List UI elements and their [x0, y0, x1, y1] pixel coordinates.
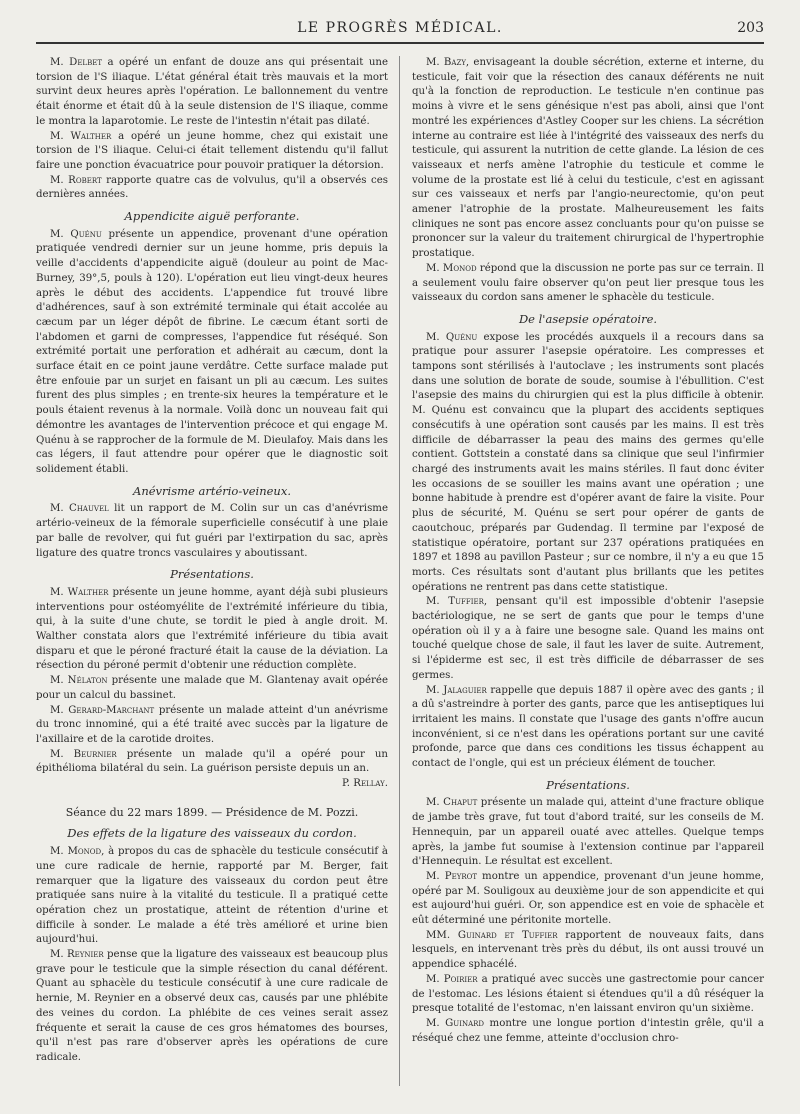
paragraph — [36, 748, 388, 777]
section-heading: Présentations. — [170, 567, 254, 582]
paragraph — [412, 56, 764, 262]
speaker-name: M. Monod, — [50, 846, 105, 858]
paragraph — [36, 674, 388, 703]
page-header — [36, 18, 764, 44]
paragraph — [412, 870, 764, 929]
paragraph-text: rappelle que depuis 1887 il opère avec des gants ; il a dû s'astreindre à porter des gants, parce que les antiseptiques lui irritaient les mains. Il constate que l'usage des gants n'offre aucun inconvénient, si ce n'est dans les opérations portant sur une cavité profonde, parce que dans ces conditions les tissus échappent au contact de l'ongle, qui est un précieux élément de toucher. — [412, 684, 764, 770]
paragraph — [36, 174, 388, 203]
paragraph — [36, 948, 388, 1066]
paragraph-text: lit un rapport de M. Colin sur un cas d'anévrisme artério-veineux de la fémorale superficielle consécutif à une plaie par balle de revolver, qui fut guéri par l'extirpation du sac, après ligature des quatre troncs vasculaires y aboutissant. — [36, 503, 388, 559]
speaker-name: M. Walther — [50, 586, 109, 598]
paragraph-text: présente une malade que M. Glantenay avait opérée pour un calcul du bassinet. — [36, 675, 388, 701]
section-heading: Présentations. — [546, 777, 630, 792]
speaker-name: M. Jalaguier — [426, 684, 487, 696]
journal-title: LE PROGRÈS MÉDICAL. — [297, 20, 503, 36]
paragraph — [412, 929, 764, 973]
paragraph-text: présente un appendice, provenant d'une opération pratiquée vendredi dernier sur un jeune homme, pris depuis la veille d'accidents d'appendicite aiguë (douleur au point de Mac-Burney, 39°,5, pouls à 120). L'opération eut lieu vingt-deux heures après le début des accidents. L'appendice fut trouvé libre d'adhérences, sauf à son extrémité terminale qui était accolée au cæcum par un léger dépôt de fibrine. Le cæcum étant sorti de l'abdomen et garni de compresses, l'appendice fut réséqué. Son extrémité portait une perforation et adhérait au cæcum, dont la surface était en ce point jaune verdâtre. Cette surface malade put être enfouie par un surjet en faisant un pli au cæcum. Les suites furent des plus simples ; en trente-six heures la température et le pouls étaient revenus à la normale. Voilà donc un nouveau fait qui démontre les avantages de l'intervention précoce et qui engage M. Quénu à se rapprocher de la formule de M. Dieulafoy. Mais dans les cas légers, il faut attendre pour opérer que le diagnostic soit solidement établi. — [36, 228, 388, 475]
paragraph-text: à propos du cas de sphacèle du testicule consécutif à une cure radicale de hernie, rapporté par M. Berger, fait remarquer que la ligature des vaisseaux du cordon peut être pratiquée sans nuire à la vitalité du testicule. Il a pratiqué cette opération chez un prostatique, atteint de rétention d'urine et difficile à sonder. Le malade a été très amélioré et urine bien aujourd'hui. — [36, 846, 388, 946]
paragraph-text: a pratiqué avec succès une gastrectomie pour cancer de l'estomac. Les lésions étaient si étendues qu'il a dû réséquer la presque totalité de l'estomac, n'en laissant environ qu'un sixième. — [412, 973, 764, 1015]
speaker-name: M. Bazy, — [426, 57, 470, 68]
paragraph-text: pense que la ligature des vaisseaux est beaucoup plus grave pour le testicule que la simple résection du canal déférent. Quant au sphacèle du testicule consécutif à une cure radicale de hernie, M. Reynier en a observé deux cas, causés par une phlébite des veines du cordon. La phlébite de ces veines serait assez fréquente et serait la cause de ces gros hématomes des bourses, qu'il n'est pas rare d'observer après les opérations de cure radicale. — [36, 949, 388, 1063]
speaker-name: M. Nélaton — [50, 675, 108, 687]
paragraph — [36, 845, 388, 948]
paragraph — [412, 973, 764, 1017]
paragraph-text: rapporte quatre cas de volvulus, qu'il a observés ces dernières années. — [36, 174, 388, 201]
speaker-name: M. Monod — [426, 262, 477, 274]
left-column — [36, 56, 388, 1104]
paragraph — [412, 796, 764, 870]
author-signature: P. Rellay. — [342, 778, 388, 790]
speaker-name: M. Reynier — [50, 949, 104, 961]
paragraph-text: présente un malade atteint d'un anévrisme du tronc innominé, qui a été traité avec succès par la ligature de l'axillaire et de la carotide droites. — [36, 704, 388, 745]
speaker-name: M. Tuffier, — [426, 596, 488, 608]
paragraph — [412, 331, 764, 596]
speaker-name: M. Delbet — [50, 57, 103, 68]
section-heading: Appendicite aiguë perforante. — [124, 209, 300, 224]
paragraph-text: a opéré un jeune homme, chez qui existait une torsion de l'S iliaque. Celui-ci était tellement distendu qu'il fallut faire une ponction évacuatrice pour pouvoir pratiquer la détorsion. — [36, 130, 388, 171]
paragraph-text: montre une longue portion d'intestin grêle, qu'il a réséqué chez une femme, atteinte d'occlusion chro- — [412, 1018, 764, 1044]
paragraph-text: présente un malade qu'il a opéré pour un épithélioma bilatéral du sein. La guérison persiste depuis un an. — [36, 748, 388, 775]
paragraph — [412, 595, 764, 683]
speaker-name: M. Gerard-Marchant — [50, 704, 155, 716]
speaker-name: M. Peyrot — [426, 870, 477, 882]
column-divider — [399, 56, 400, 1086]
paragraph — [36, 502, 388, 561]
section-heading: Des effets de la ligature des vaisseaux du cordon. — [67, 826, 357, 841]
paragraph-text: répond que la discussion ne porte pas sur ce terrain. Il a seulement voulu faire observer qu'on peut lier presque tous les vaisseaux du cordon sans amener le sphacèle du testicule. — [412, 262, 764, 304]
session-heading: Séance du 22 mars 1899. — Présidence de M. Pozzi. — [65, 805, 359, 819]
paragraph-text: a opéré un enfant de douze ans qui présentait une torsion de l'S iliaque. L'état général était très mauvais et la mort survint deux heures après l'opération. Le ballonnement du ventre était énorme et était dû à la seule distension de l'S iliaque, comme le montra la laparotomie. Le reste de l'intestin n'était pas dilaté. — [36, 57, 388, 127]
paragraph — [412, 262, 764, 306]
paragraph — [36, 586, 388, 674]
page-number: 203 — [737, 20, 764, 36]
speaker-name: MM. Guinard et Tuffier — [426, 929, 558, 941]
speaker-name: M. Beurnier — [50, 748, 117, 760]
speaker-name: M. Walther — [50, 130, 112, 142]
speaker-name: M. Guinard — [426, 1018, 485, 1029]
speaker-name: M. Quénu — [50, 228, 102, 240]
right-column — [412, 56, 764, 1104]
paragraph-text: présente un malade qui, atteint d'une fracture oblique de jambe très grave, fut tout d'abord traité, sur les conseils de M. Hennequin, par un appareil ouaté avec attelles. Quelque temps après, la jambe fut soumise à l'extension continue par l'appareil d'Hennequin. Le résultat est excellent. — [412, 797, 764, 868]
paragraph-text: envisageant la double sécrétion, externe et interne, du testicule, fait voir que la résection des canaux déférents ne nuit qu'à la fonction de reproduction. Le testicule n'en continue pas moins à vivre et le sens génésique n'est pas aboli, ainsi que l'ont montré les expériences d'Astley Cooper sur les chiens. La sécrétion interne au contraire est liée à l'intégrité des vaisseaux des nerfs du testicule, qui assurent la nutrition de cette glande. La lésion de ces vaisseaux et nerfs amène l'atrophie du testicule et comme le volume de la prostate est lié à celui du testicule, c'est en agissant sur ces vaisseaux et nerfs par l'angio-neurectomie, qu'on peut amener l'atrophie de la prostate. Malheureusement les faits cliniques ne sont pas encore assez concluants pour qu'on puisse se prononcer sur la valeur du traitement chirurgical de l'hypertrophie prostatique. — [412, 57, 764, 260]
speaker-name: M. Chaput — [426, 797, 478, 809]
paragraph — [36, 228, 388, 478]
paragraph-text: présente un jeune homme, ayant déjà subi plusieurs interventions pour ostéomyélite de l'extrémité inférieure du tibia, qui, à la suite d'une chute, se tordit le pied à angle droit. M. Walther constata alors que l'extrémité inférieure du tibia avait disparu et que le péroné fracturé était la cause de la déviation. La résection du péroné permit d'obtenir une réduction complète. — [36, 586, 388, 672]
paragraph — [36, 704, 388, 748]
paragraph — [36, 56, 388, 130]
section-heading: De l'asepsie opératoire. — [518, 311, 658, 326]
paragraph — [36, 130, 388, 174]
paragraph — [412, 684, 764, 772]
speaker-name: M. Chauvel — [50, 503, 109, 515]
speaker-name: M. Robert — [50, 174, 102, 186]
paragraph — [412, 1017, 764, 1046]
paragraph-text: pensant qu'il est impossible d'obtenir l'asepsie bactériologique, ne se sert de gants que pour le temps d'une opération où il y a à faire une besogne sale. Quand les mains ont touché quelque chose de sale, il faut les laver de suite. Autrement, si l'épiderme est sec, il est très difficile de débarrasser de ses germes. — [412, 596, 764, 681]
speaker-name: M. Poirier — [426, 973, 478, 985]
speaker-name: M. Quénu — [426, 331, 478, 343]
paragraph-text: expose les procédés auxquels il a recours dans sa pratique pour assurer l'asepsie opératoire. Les compresses et tampons sont stérilisés à l'autoclave ; les instruments sont placés dans une solution de borate de soude, soumise à l'ébullition. C'est l'asepsie des mains du chirurgien qui est la plus difficile à obtenir. M. Quénu est convaincu que la plupart des accidents septiques consécutifs à une opération sont causés par les mains. Il est très difficile de débarrasser la peau des mains des germes qu'elle contient. Gottstein a constaté dans sa clinique que seul l'infirmier chargé des instruments avait les mains stériles. Il faut donc éviter les occasions de se souiller les mains avant une opération ; une bonne habitude à prendre est d'opérer avant de faire la visite. Pour plus de sécurité, M. Quénu se sert pour opérer de gants de caoutchouc, préparés par Gudendag. Il termine par l'exposé de statistique opératoire, portant sur 237 opérations pratiquées en 1897 et 1898 au pavillon Pasteur ; sur ce nombre, il n'y a eu que 15 morts. Ces résultats sont d'autant plus brillants que les petites opérations ne rentrent pas dans cette statistique. — [412, 331, 764, 593]
paragraph-text: rapportent de nouveaux faits, dans lesquels, en intervenant très près du début, ils ont aussi trouvé un appendice sphacélé. — [412, 929, 764, 971]
paragraph-text: montre un appendice, provenant d'un jeune homme, opéré par M. Souligoux au deuxième jour de son appendicite et qui est aujourd'hui guéri. Or, son appendice est en voie de sphacèle et eût déterminé une péritonite mortelle. — [412, 870, 764, 927]
section-heading: Anévrisme artério-veineux. — [133, 483, 291, 498]
